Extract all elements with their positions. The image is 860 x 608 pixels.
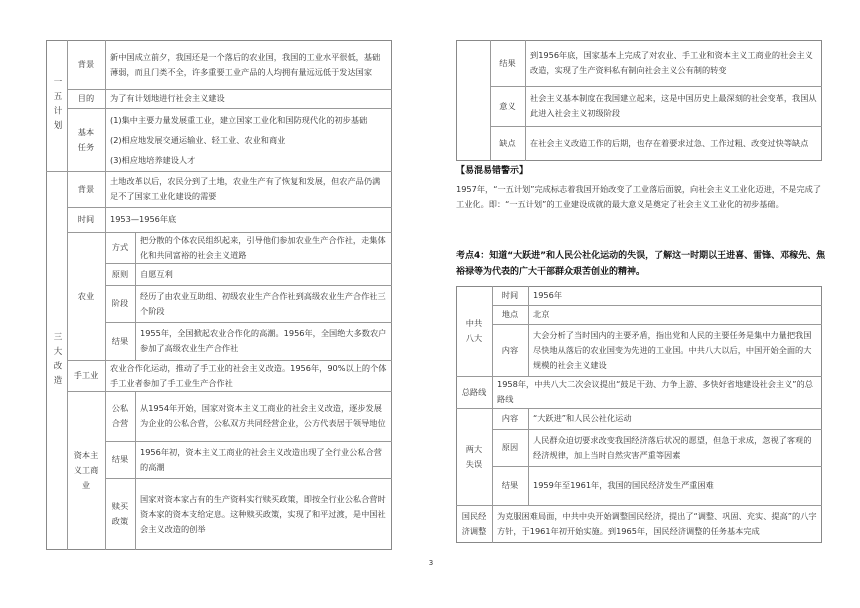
three-reforms-label: 三大改造 (52, 331, 62, 390)
five-year-plan-label: 一五计划 (52, 76, 62, 135)
agri-key: 方式 (111, 242, 129, 252)
five-year-goal-label: 目的 (77, 93, 95, 103)
reform-bg-label: 背景 (77, 183, 95, 194)
agri-key: 结果 (111, 335, 129, 346)
agri-key: 阶段 (111, 298, 129, 308)
reform-time-text: 1953—1956年底 (110, 214, 177, 224)
congress-key: 地点 (501, 309, 519, 319)
congress-key: 内容 (501, 344, 519, 355)
agri-label: 农业 (77, 290, 95, 301)
general-line-label: 总路线 (461, 386, 487, 397)
task-item: (1)集中主要力量发展重工业，建立国家工业化和国防现代化的初步基础 (110, 115, 368, 125)
cap-key: 公私合营 (111, 403, 129, 428)
agri-value: 1955年，全国掀起农业合作化的高潮。1956年，全国绝大多数农户参加了高级农业生产合作社 (140, 328, 387, 353)
congress-value: 大会分析了当时国内的主要矛盾，指出党和人民的主要任务是集中力量把我国尽快地从落后的农业国变为先进的工业国。中共八大以后，中国开始全面的大规模的社会主义建设 (533, 329, 812, 370)
cap-value: 国家对资本家占有的生产资料实行赎买政策，即按全行业公私合营时资本家的资本支给定息。这种赎买政策，实现了和平过渡，是中国社会主义改造的创举 (140, 493, 386, 534)
flaw-key: 缺点 (499, 138, 516, 148)
general-line-text: 1958年，中共八大二次会议提出“鼓足干劲、力争上游、多快好省地建设社会主义”的总路线 (497, 379, 813, 404)
five-year-bg-text: 新中国成立前夕，我国还是一个落后的农业国，我国的工业水平很低，基础薄弱，而且门类不全，许多重要工业产品的人均拥有量远远低于发达国家 (110, 51, 381, 77)
adjustment-label: 国民经济调整 (461, 511, 487, 536)
meaning-key: 意义 (499, 100, 516, 111)
movements-label: 两大失误 (465, 443, 483, 469)
movement-value: “大跃进”和人民公社化运动 (533, 413, 632, 423)
agri-value: 经历了由农业互助组、初级农业生产合作社到高级农业生产合作社三个阶段 (140, 290, 386, 316)
handicraft-text: 农业合作化运动，推动了手工业的社会主义改造。1956年，90%以上的个体手工业者参加了手工业生产合作社 (110, 362, 387, 388)
point4-heading: 考点4：知道“大跃进”和人民公社化运动的失误，了解这一时期以王进喜、雷锋、邓稼先、焦裕禄等为代表的广大干部群众艰苦创业的精神。 (456, 251, 826, 277)
cap-value: 1956年初，资本主义工商业的社会主义改造出现了全行业公私合营的高潮 (140, 446, 382, 472)
five-year-goal-text: 为了有计划地进行社会主义建设 (110, 93, 225, 103)
meaning-value: 社会主义基本制度在我国建立起来，这是中国历史上最深刻的社会变革，我国从此进入社会主义初级阶段 (530, 93, 817, 118)
task-item: (2)相应地发展交通运输业、轻工业、农业和商业 (110, 135, 286, 145)
congress-key: 时间 (501, 290, 519, 300)
cap-key: 赎买政策 (111, 501, 129, 526)
result-value: 到1956年底，国家基本上完成了对农业、手工业和资本主义工商业的社会主义改造，实现了生产资料私有制向社会主义公有制的转变 (530, 50, 813, 75)
task-item: (3)相应地培养建设人才 (110, 155, 196, 165)
movement-key: 内容 (501, 413, 519, 423)
result-key: 结果 (499, 57, 516, 68)
warning-title: 【易混易错警示】 (456, 166, 529, 176)
warning-text: 1957年，“一五计划”完成标志着我国开始改变了工业落后面貌，向社会主义工业化迈进，不是完成了工业化。即：“一五计划”的工业建设成就的最大意义是奠定了社会主义工业化的初步基础。 (456, 184, 822, 209)
flaw-value: 在社会主义改造工作的后期，也存在着要求过急、工作过粗、改变过快等缺点 (530, 138, 809, 148)
movement-key: 结果 (501, 480, 519, 490)
congress-value: 北京 (533, 309, 550, 319)
movement-value: 人民群众迫切要求改变我国经济落后状况的愿望，但急于求成，忽视了客观的经济规律，加上当时自然灾害严重等因素 (533, 434, 812, 460)
five-year-bg-label: 背景 (77, 59, 95, 69)
handicraft-label: 手工业 (73, 370, 99, 380)
agri-value: 自愿互利 (140, 268, 173, 279)
movement-value: 1959年至1961年，我国的国民经济发生严重困难 (533, 480, 714, 490)
congress-label: 中共八大 (465, 318, 483, 343)
page-number: 3 (428, 559, 434, 567)
adjustment-text: 为克服困难局面，中共中央开始调整国民经济，提出了“调整、巩固、充实、提高”的八字方针，于1961年初开始实施。到1965年，国民经济调整的任务基本完成 (497, 511, 817, 536)
five-year-task-list (105, 110, 392, 171)
agri-value: 把分散的个体农民组织起来，引导他们参加农业生产合作社，走集体化和共同富裕的社会主义道路 (140, 234, 386, 260)
movement-key: 原因 (501, 442, 519, 452)
congress-value: 1956年 (533, 290, 563, 300)
cap-key: 结果 (111, 454, 129, 464)
reform-bg-text: 土地改革以后，农民分到了土地，农业生产有了恢复和发展，但农产品仍满足不了国家工业化建设的需要 (110, 176, 381, 201)
capitalism-label: 资本主义工商业 (73, 450, 99, 490)
reform-time-label: 时间 (77, 214, 95, 224)
five-year-task-label: 基本任务 (77, 126, 95, 152)
agri-key: 原则 (111, 268, 129, 279)
cap-value: 从1954年开始，国家对资本主义工商业的社会主义改造，逐步发展为企业的公私合营，公私双方共同经营企业，公方代表居于领导地位 (140, 403, 386, 428)
